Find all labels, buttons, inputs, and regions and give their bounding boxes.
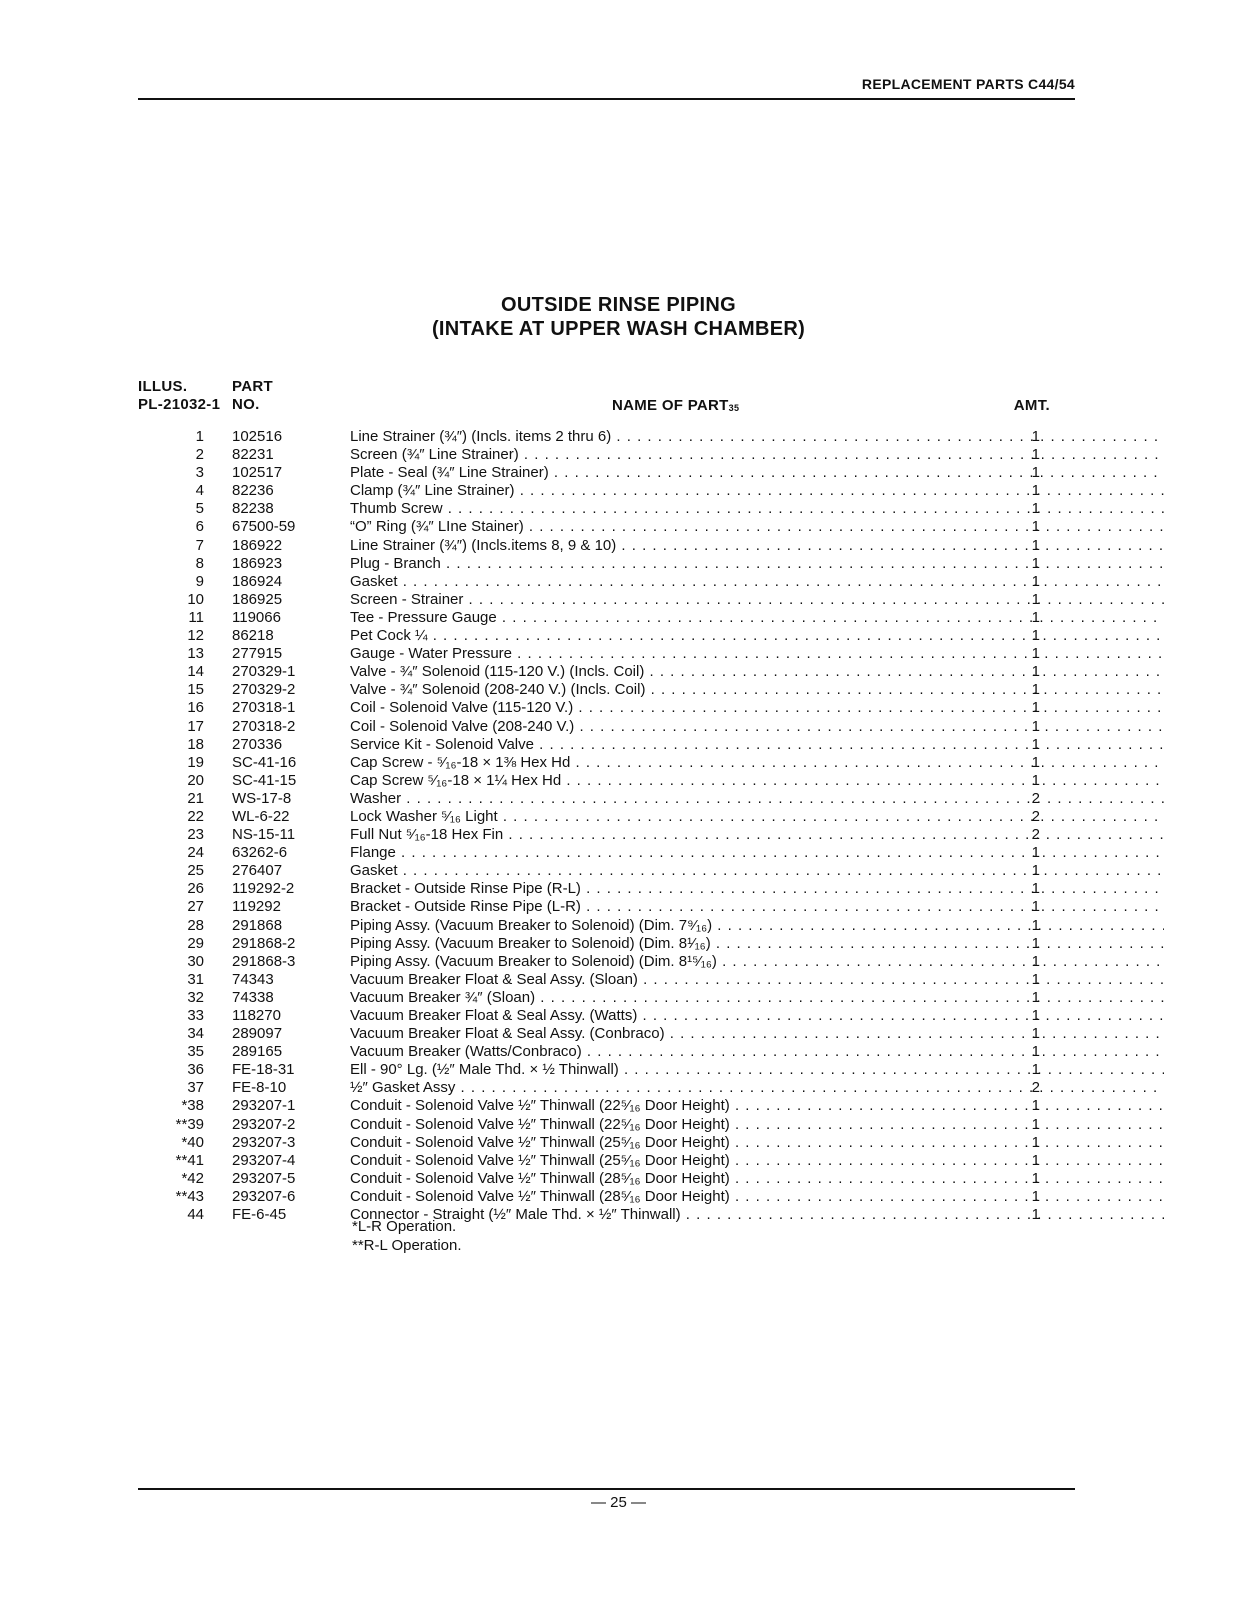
- table-row: [138, 591, 1075, 609]
- part-number: SC-41-16: [232, 753, 297, 771]
- page-subtitle: (INTAKE AT UPPER WASH CHAMBER): [431, 318, 806, 340]
- part-name: Bracket - Outside Rinse Pipe (L-R) . . .: [350, 898, 1164, 916]
- illus-number: 16: [187, 699, 204, 717]
- part-name: Ell - 90° Lg. (½″ Male Thd. × ½ Thinwall) . . .: [350, 1061, 1164, 1079]
- part-amount: 1: [1031, 645, 1040, 663]
- illus-number: 14: [187, 663, 204, 681]
- footnote-rl: **R-L Operation.: [352, 1236, 462, 1254]
- part-name: Vacuum Breaker Float & Seal Assy. (Conbraco) . . .: [350, 1025, 1164, 1043]
- part-number: FE-6-45: [232, 1206, 287, 1224]
- illus-number: 20: [187, 771, 204, 789]
- part-amount: 1: [1031, 844, 1040, 862]
- part-amount: 1: [1031, 1061, 1040, 1079]
- header-title: REPLACEMENT PARTS C44/54: [861, 76, 1075, 92]
- illus-number: 3: [195, 464, 204, 482]
- part-number: 102517: [232, 464, 283, 482]
- part-amount: 1: [1031, 681, 1040, 699]
- part-amount: 1: [1031, 663, 1040, 681]
- part-amount: 1: [1031, 970, 1040, 988]
- part-number: 74338: [232, 988, 274, 1006]
- column-header-part-line1: PART: [232, 378, 273, 395]
- illus-number: 30: [187, 952, 204, 970]
- table-row: [138, 754, 1075, 772]
- table-row: [138, 555, 1075, 573]
- illus-number: 35: [187, 1043, 204, 1061]
- part-amount: 1: [1031, 952, 1040, 970]
- part-name: Conduit - Solenoid Valve ½″ Thinwall (22⁵⁄₁₆ Door Height) . . .: [350, 1116, 1164, 1134]
- illus-number: 5: [195, 500, 204, 518]
- illus-number: 11: [188, 608, 204, 626]
- part-amount: 1: [1031, 1151, 1040, 1169]
- part-number: 291868-2: [232, 934, 296, 952]
- table-row: [138, 1170, 1075, 1188]
- illus-number: 18: [187, 735, 204, 753]
- part-name: Conduit - Solenoid Valve ½″ Thinwall (28⁵⁄₁₆ Door Height) . . .: [350, 1170, 1164, 1188]
- table-row: [138, 736, 1075, 754]
- table-row: [138, 428, 1075, 446]
- part-amount: 1: [1031, 608, 1040, 626]
- table-row: [138, 880, 1075, 898]
- part-number: 82238: [232, 500, 274, 518]
- part-number: 270318-2: [232, 717, 296, 735]
- part-number: 118270: [232, 1007, 281, 1024]
- part-name: Piping Assy. (Vacuum Breaker to Solenoid) (Dim. 8¹⁵⁄₁₆) . . .: [350, 953, 1164, 971]
- illus-number: 15: [187, 681, 204, 699]
- table-row: [138, 718, 1075, 736]
- table-row: [138, 844, 1075, 862]
- illus-number: 23: [187, 826, 204, 844]
- part-number: 82231: [232, 446, 274, 464]
- part-number: 276407: [232, 862, 283, 880]
- column-header-illus-line2: PL-21032-1: [138, 396, 221, 413]
- part-amount: 1: [1031, 446, 1040, 464]
- part-name: “O” Ring (¾″ LIne Stainer) . . .: [350, 518, 1164, 536]
- part-number: 293207-3: [232, 1133, 296, 1151]
- part-number: 186923: [232, 554, 283, 572]
- table-row: [138, 573, 1075, 591]
- illus-number: 24: [187, 844, 204, 862]
- part-name: Gauge - Water Pressure . . .: [350, 645, 1164, 663]
- part-name: Piping Assy. (Vacuum Breaker to Solenoid) (Dim. 8¹⁄₁₆) . . .: [350, 935, 1164, 953]
- part-number: NS-15-11: [232, 826, 296, 844]
- part-number: 270336: [232, 735, 283, 753]
- part-name: Washer . . .: [350, 790, 1164, 808]
- table-row: [138, 790, 1075, 808]
- part-name: Valve - ¾″ Solenoid (208-240 V.) (Incls. Coil) . . .: [350, 681, 1164, 699]
- table-row: [138, 1079, 1075, 1097]
- part-name: Service Kit - Solenoid Valve . . .: [350, 736, 1164, 754]
- part-number: 74343: [232, 970, 274, 988]
- part-name: Flange . . .: [350, 844, 1164, 862]
- illus-number: *40: [181, 1133, 204, 1151]
- column-header-part: [232, 378, 273, 414]
- part-amount: 1: [1031, 699, 1040, 717]
- table-row: [138, 898, 1075, 916]
- part-number: 186924: [232, 572, 283, 590]
- part-name: Conduit - Solenoid Valve ½″ Thinwall (22⁵⁄₁₆ Door Height) . . .: [350, 1097, 1164, 1115]
- column-header-name: [612, 397, 739, 417]
- illus-number: *42: [181, 1169, 204, 1187]
- table-row: [138, 935, 1075, 953]
- part-number: FE-18-31: [232, 1061, 295, 1079]
- part-amount: 2: [1031, 789, 1040, 807]
- part-amount: 1: [1031, 862, 1040, 880]
- part-amount: 1: [1031, 554, 1040, 572]
- header-rule: [138, 98, 1075, 100]
- part-name: Lock Washer ⁵⁄₁₆ Light . . .: [350, 808, 1164, 826]
- illus-number: 44: [187, 1206, 204, 1224]
- table-row: [138, 609, 1075, 627]
- part-amount: 2: [1031, 1079, 1040, 1097]
- table-row: [138, 1188, 1075, 1206]
- part-number: 270329-1: [232, 663, 296, 681]
- illus-number: 1: [195, 428, 204, 445]
- illus-number: 37: [187, 1079, 204, 1097]
- part-number: 186925: [232, 590, 283, 608]
- illus-number: 2: [195, 446, 204, 464]
- part-amount: 1: [1031, 1007, 1040, 1024]
- column-header-illus-line1: ILLUS.: [138, 378, 188, 395]
- part-number: 102516: [232, 428, 283, 445]
- table-row: [138, 699, 1075, 717]
- table-row: [138, 537, 1075, 555]
- part-number: 67500-59: [232, 518, 296, 536]
- part-name: Screen (¾″ Line Strainer) . . .: [350, 446, 1164, 464]
- part-amount: 1: [1031, 464, 1040, 482]
- part-name: Plate - Seal (¾″ Line Strainer) . . .: [350, 464, 1164, 482]
- part-name: Connector - Straight (½″ Male Thd. × ½″ Thinwall) . . .: [350, 1206, 1164, 1224]
- column-header-name-label: NAME OF PART: [612, 397, 729, 414]
- part-number: 293207-4: [232, 1151, 296, 1169]
- table-row: [138, 464, 1075, 482]
- part-name: Conduit - Solenoid Valve ½″ Thinwall (25⁵⁄₁₆ Door Height) . . .: [350, 1134, 1164, 1152]
- part-amount: 1: [1031, 500, 1040, 518]
- illus-number: 7: [195, 536, 204, 554]
- illus-number: **39: [175, 1115, 204, 1133]
- part-amount: 2: [1031, 807, 1040, 825]
- table-row: [138, 1007, 1075, 1025]
- table-row: [138, 645, 1075, 663]
- table-row: [138, 500, 1075, 518]
- page-number: — 25 —: [590, 1494, 647, 1511]
- part-name: Clamp (¾″ Line Strainer) . . .: [350, 482, 1164, 500]
- column-header-amt: AMT.: [1013, 397, 1050, 414]
- illus-number: 36: [187, 1061, 204, 1079]
- illus-number: 29: [187, 934, 204, 952]
- part-name: Vacuum Breaker ¾″ (Sloan) . . .: [350, 989, 1164, 1007]
- table-row: [138, 681, 1075, 699]
- part-number: 186922: [232, 536, 283, 554]
- part-name: Screen - Strainer . . .: [350, 591, 1164, 609]
- part-name: Plug - Branch . . .: [350, 555, 1164, 573]
- table-row: [138, 627, 1075, 645]
- table-row: [138, 917, 1075, 935]
- parts-list: [138, 428, 1075, 1224]
- part-amount: 1: [1031, 717, 1040, 735]
- illus-number: 17: [187, 717, 204, 735]
- part-name: Piping Assy. (Vacuum Breaker to Solenoid) (Dim. 7⁹⁄₁₆) . . .: [350, 917, 1164, 935]
- illus-number: 26: [187, 880, 204, 898]
- illus-number: 32: [187, 988, 204, 1006]
- illus-number: 21: [187, 789, 204, 807]
- part-number: WL-6-22: [232, 807, 290, 825]
- part-number: 277915: [232, 645, 283, 663]
- illus-number: 31: [187, 970, 204, 988]
- table-row: [138, 1134, 1075, 1152]
- part-number: SC-41-15: [232, 771, 297, 789]
- part-number: 293207-2: [232, 1115, 296, 1133]
- part-name: Line Strainer (¾″) (Incls. items 2 thru 6) . . .: [350, 428, 1164, 446]
- part-name: Gasket . . .: [350, 862, 1164, 880]
- column-header-illus: [138, 378, 220, 414]
- illus-number: 25: [187, 862, 204, 880]
- part-name: Full Nut ⁵⁄₁₆-18 Hex Fin . . .: [350, 826, 1164, 844]
- column-header-name-suffix: 35: [728, 403, 740, 413]
- part-amount: 1: [1031, 988, 1040, 1006]
- table-row: [138, 1116, 1075, 1134]
- part-amount: 1: [1031, 735, 1040, 753]
- part-amount: 1: [1031, 1025, 1040, 1043]
- table-row: [138, 953, 1075, 971]
- illus-number: 34: [187, 1025, 204, 1043]
- table-row: [138, 989, 1075, 1007]
- part-number: 289165: [232, 1043, 283, 1061]
- part-amount: 1: [1031, 880, 1040, 898]
- part-amount: 1: [1031, 482, 1040, 500]
- illus-number: 13: [187, 645, 204, 663]
- table-row: [138, 482, 1075, 500]
- part-amount: 1: [1031, 1043, 1040, 1061]
- table-row: [138, 663, 1075, 681]
- table-row: [138, 1152, 1075, 1170]
- illus-number: 22: [187, 807, 204, 825]
- part-amount: 1: [1031, 1133, 1040, 1151]
- illus-number: **43: [175, 1187, 204, 1205]
- part-name: Gasket . . .: [350, 573, 1164, 591]
- part-number: 119292-2: [232, 880, 295, 898]
- table-row: [138, 446, 1075, 464]
- table-row: [138, 808, 1075, 826]
- part-amount: 1: [1031, 428, 1040, 445]
- illus-number: 19: [187, 753, 204, 771]
- table-row: [138, 518, 1075, 536]
- part-name: Thumb Screw . . .: [350, 500, 1164, 518]
- illus-number: 28: [187, 916, 204, 934]
- table-row: [138, 971, 1075, 989]
- illus-number: *38: [181, 1097, 204, 1115]
- illus-number: 4: [195, 482, 204, 500]
- part-name: Vacuum Breaker Float & Seal Assy. (Watts) . . .: [350, 1007, 1164, 1025]
- part-amount: 1: [1031, 627, 1040, 645]
- page-title: OUTSIDE RINSE PIPING: [501, 294, 736, 316]
- part-number: 82236: [232, 482, 274, 500]
- part-name: Coil - Solenoid Valve (115-120 V.) . . .: [350, 699, 1164, 717]
- part-name: Vacuum Breaker (Watts/Conbraco) . . .: [350, 1043, 1164, 1061]
- illus-number: **41: [175, 1151, 204, 1169]
- part-name: Cap Screw ⁵⁄₁₆-18 × 1¼ Hex Hd . . .: [350, 772, 1164, 790]
- part-amount: 1: [1031, 536, 1040, 554]
- part-name: Valve - ¾″ Solenoid (115-120 V.) (Incls. Coil) . . .: [350, 663, 1164, 681]
- footer-rule: [138, 1488, 1075, 1490]
- illus-number: 10: [187, 590, 204, 608]
- column-header-part-line2: NO.: [232, 396, 260, 413]
- illus-number: 33: [187, 1007, 204, 1024]
- part-name: ½″ Gasket Assy . . .: [350, 1079, 1164, 1097]
- table-row: [138, 826, 1075, 844]
- part-amount: 1: [1031, 753, 1040, 771]
- part-amount: 1: [1031, 1206, 1040, 1224]
- table-row: [138, 772, 1075, 790]
- part-name: Tee - Pressure Gauge . . .: [350, 609, 1164, 627]
- part-number: 293207-5: [232, 1169, 296, 1187]
- part-amount: 1: [1031, 1169, 1040, 1187]
- part-amount: 1: [1031, 916, 1040, 934]
- table-row: [138, 1206, 1075, 1224]
- illus-number: 27: [187, 898, 204, 916]
- part-name: Conduit - Solenoid Valve ½″ Thinwall (28⁵⁄₁₆ Door Height) . . .: [350, 1188, 1164, 1206]
- part-name: Line Strainer (¾″) (Incls.items 8, 9 & 10) . . .: [350, 537, 1164, 555]
- table-row: [138, 1097, 1075, 1115]
- part-name: Pet Cock ¼ . . .: [350, 627, 1164, 645]
- part-amount: 1: [1031, 1187, 1040, 1205]
- part-number: FE-8-10: [232, 1079, 287, 1097]
- part-number: 293207-6: [232, 1187, 296, 1205]
- part-name: Cap Screw - ⁵⁄₁₆-18 × 1⅜ Hex Hd . . .: [350, 754, 1164, 772]
- part-number: 63262-6: [232, 844, 288, 862]
- part-amount: 1: [1031, 518, 1040, 536]
- part-number: 270318-1: [232, 699, 296, 717]
- part-amount: 1: [1031, 1115, 1040, 1133]
- part-amount: 2: [1031, 826, 1040, 844]
- part-amount: 1: [1031, 1097, 1040, 1115]
- part-name: Coil - Solenoid Valve (208-240 V.) . . .: [350, 718, 1164, 736]
- part-name: Conduit - Solenoid Valve ½″ Thinwall (25⁵⁄₁₆ Door Height) . . .: [350, 1152, 1164, 1170]
- illus-number: 9: [195, 572, 204, 590]
- part-amount: 1: [1031, 590, 1040, 608]
- part-number: 119066: [232, 608, 281, 626]
- part-number: 293207-1: [232, 1097, 296, 1115]
- illus-number: 12: [187, 627, 204, 645]
- part-amount: 1: [1031, 572, 1040, 590]
- part-number: WS-17-8: [232, 789, 292, 807]
- part-number: 291868: [232, 916, 283, 934]
- table-row: [138, 1061, 1075, 1079]
- part-name: Bracket - Outside Rinse Pipe (R-L) . . .: [350, 880, 1164, 898]
- table-row: [138, 862, 1075, 880]
- part-number: 86218: [232, 627, 274, 645]
- table-row: [138, 1025, 1075, 1043]
- footnotes: [352, 1218, 462, 1255]
- table-row: [138, 1043, 1075, 1061]
- part-number: 119292: [232, 898, 281, 916]
- part-amount: 1: [1031, 934, 1040, 952]
- part-amount: 1: [1031, 771, 1040, 789]
- part-number: 291868-3: [232, 952, 296, 970]
- part-amount: 1: [1031, 898, 1040, 916]
- part-name: Vacuum Breaker Float & Seal Assy. (Sloan) . . .: [350, 971, 1164, 989]
- footnote-lr: *L-R Operation.: [352, 1218, 457, 1235]
- part-number: 270329-2: [232, 681, 296, 699]
- part-number: 289097: [232, 1025, 283, 1043]
- illus-number: 8: [195, 554, 204, 572]
- illus-number: 6: [195, 518, 204, 536]
